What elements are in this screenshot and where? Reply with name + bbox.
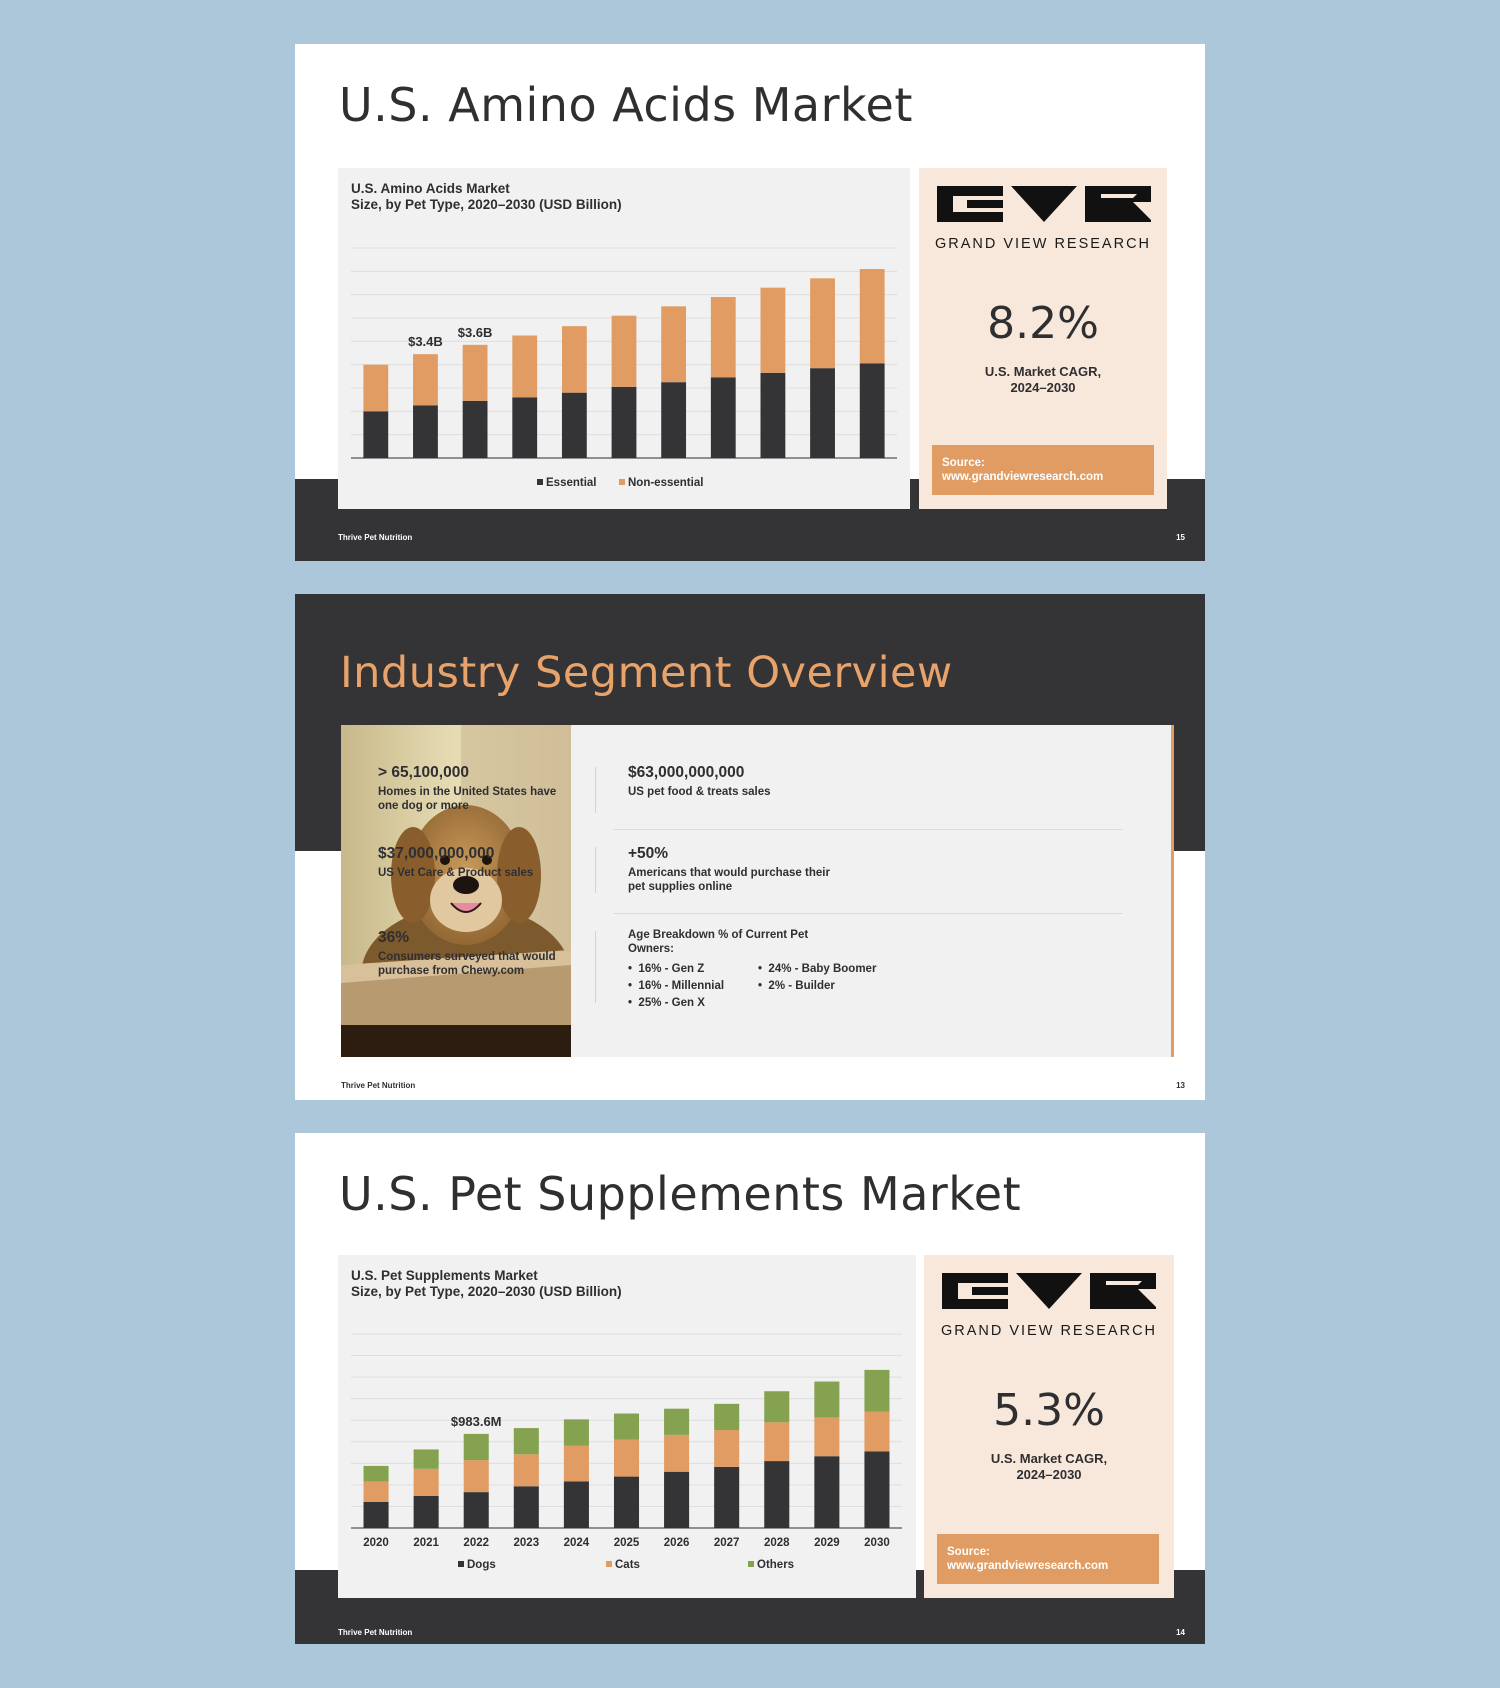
- chart-title-line2: Size, by Pet Type, 2020–2030 (USD Billion): [351, 1284, 622, 1299]
- chart-title: [351, 1268, 622, 1300]
- stat-description-line1: Americans that would purchase their: [628, 867, 830, 879]
- x-tick-label: 2025: [613, 1537, 640, 1549]
- bar-dogs-2023: [514, 1486, 539, 1528]
- chart-panel: [338, 168, 910, 509]
- list-item-text: 25% - Gen X: [638, 997, 705, 1009]
- bar-cats-2023: [514, 1454, 539, 1486]
- bar-cats-2028: [764, 1422, 789, 1461]
- list-item-text: 16% - Gen Z: [638, 963, 705, 975]
- grand-view-research-logo: [942, 1273, 1156, 1311]
- bar-essential-2030: [860, 364, 885, 459]
- bar-others-2026: [664, 1409, 689, 1435]
- stat-value: 36%: [378, 929, 410, 946]
- cagr-value: 5.3%: [993, 1385, 1105, 1436]
- legend-label: Others: [757, 1559, 795, 1571]
- gvr-panel: [919, 168, 1167, 509]
- stat-value: +50%: [628, 845, 669, 862]
- bar-non-essential-2029: [810, 278, 835, 368]
- slide-pet-supplements-market: [295, 1133, 1205, 1644]
- bar-essential-2026: [661, 382, 686, 458]
- stat-online-purchase: [628, 845, 830, 894]
- stat-description: [378, 785, 556, 813]
- legend-label: Non-essential: [628, 477, 704, 489]
- bar-others-2020: [364, 1466, 389, 1482]
- bar-essential-2022: [463, 401, 488, 458]
- bar-essential-2029: [810, 368, 835, 458]
- bar-others-2027: [714, 1404, 739, 1430]
- slide-title: U.S. Amino Acids Market: [339, 78, 913, 132]
- chart-title-line1: U.S. Pet Supplements Market: [351, 1268, 538, 1283]
- list-item-text: 16% - Millennial: [638, 980, 725, 992]
- bar-dogs-2025: [614, 1477, 639, 1528]
- age-breakdown-title-line1: Age Breakdown % of Current Pet: [628, 929, 809, 941]
- bar-others-2030: [864, 1370, 889, 1412]
- bar-dogs-2026: [664, 1472, 689, 1528]
- bar-cats-2025: [614, 1440, 639, 1477]
- stat-description: US pet food & treats sales: [628, 786, 771, 798]
- page-number: 13: [1176, 1081, 1185, 1090]
- stat-description-line2: pet supplies online: [628, 881, 733, 893]
- bar-essential-2023: [512, 397, 537, 458]
- stat-value: $63,000,000,000: [628, 764, 745, 781]
- stat-description-line1: Homes in the United States have: [378, 786, 557, 798]
- stat-description-line2: purchase from Chewy.com: [378, 965, 525, 977]
- bar-cats-2029: [814, 1417, 839, 1456]
- cagr-label: [924, 1451, 1174, 1483]
- bar-cats-2022: [464, 1460, 489, 1492]
- x-tick-label: 2029: [814, 1537, 840, 1549]
- bar-cats-2026: [664, 1435, 689, 1472]
- amino-acids-chart: [338, 168, 910, 509]
- bar-essential-2028: [761, 373, 786, 458]
- stat-description: [378, 950, 556, 978]
- stat-value: > 65,100,000: [378, 764, 469, 781]
- bar-essential-2020: [363, 411, 388, 458]
- list-item-text: 24% - Baby Boomer: [768, 963, 877, 975]
- source-box: [937, 1534, 1159, 1584]
- legend-label: Cats: [615, 1559, 640, 1571]
- bar-dogs-2029: [814, 1456, 839, 1528]
- bar-non-essential-2023: [512, 336, 537, 398]
- footer-brand: Thrive Pet Nutrition: [341, 1081, 416, 1090]
- bar-cats-2020: [364, 1481, 389, 1501]
- bar-total-label: $3.6B: [457, 324, 493, 340]
- pet-supplements-chart: [338, 1255, 916, 1598]
- bar-dogs-2021: [414, 1496, 439, 1528]
- x-tick-label: 2028: [763, 1537, 790, 1549]
- divider: [595, 931, 596, 1003]
- cagr-label: [919, 364, 1167, 396]
- legend-swatch: [458, 1561, 464, 1567]
- chart-title: [351, 181, 622, 213]
- legend-label: Essential: [546, 477, 597, 489]
- bar-dogs-2022: [464, 1492, 489, 1528]
- slide-title: U.S. Pet Supplements Market: [339, 1167, 1022, 1221]
- bar-non-essential-2024: [562, 326, 587, 393]
- age-breakdown-title: [628, 928, 808, 956]
- stats-panel: [341, 725, 1174, 1057]
- bar-dogs-2024: [564, 1481, 589, 1528]
- bar-others-2023: [514, 1428, 539, 1454]
- x-tick-label: 2020: [363, 1537, 389, 1549]
- x-tick-label: 2030: [864, 1537, 890, 1549]
- age-breakdown-title-line2: Owners:: [628, 943, 675, 955]
- divider: [613, 829, 1123, 830]
- x-tick-label: 2024: [563, 1537, 590, 1549]
- stat-description-line2: one dog or more: [378, 800, 469, 812]
- chart-title-line1: U.S. Amino Acids Market: [351, 181, 510, 196]
- x-tick-label: 2026: [663, 1537, 690, 1549]
- bar-dogs-2030: [864, 1451, 889, 1528]
- source-label: Source:: [947, 1546, 990, 1558]
- bar-cats-2030: [864, 1412, 889, 1452]
- x-tick-label: 2021: [413, 1537, 439, 1549]
- footer-brand: Thrive Pet Nutrition: [338, 533, 413, 542]
- legend-swatch: [748, 1561, 754, 1567]
- bar-non-essential-2020: [363, 365, 388, 412]
- cagr-label-line2: 2024–2030: [1010, 380, 1076, 395]
- source-box: [932, 445, 1154, 495]
- bar-dogs-2020: [364, 1502, 389, 1528]
- age-list-col2: [758, 961, 876, 995]
- bar-others-2025: [614, 1414, 639, 1440]
- cagr-label-line1: U.S. Market CAGR,: [984, 364, 1102, 379]
- legend-swatch: [537, 479, 543, 485]
- source-label: Source:: [942, 457, 985, 469]
- bar-non-essential-2030: [860, 269, 885, 364]
- chart-title-line2: Size, by Pet Type, 2020–2030 (USD Billion): [351, 197, 622, 212]
- bar-essential-2025: [612, 387, 637, 458]
- page-number: 14: [1176, 1628, 1185, 1637]
- divider: [595, 847, 596, 893]
- stat-description-line1: Consumers surveyed that would: [378, 951, 556, 963]
- stat-description: US Vet Care & Product sales: [378, 867, 534, 879]
- bar-others-2024: [564, 1419, 589, 1445]
- gvr-name: GRAND VIEW RESEARCH: [940, 1323, 1158, 1339]
- bar-non-essential-2027: [711, 297, 736, 378]
- stat-dog-homes: [378, 764, 556, 813]
- legend-label: Dogs: [467, 1559, 496, 1571]
- grand-view-research-logo: [937, 186, 1151, 224]
- bar-others-2029: [814, 1382, 839, 1418]
- bar-cats-2027: [714, 1430, 739, 1467]
- stat-chewy-purchase: [378, 929, 556, 978]
- x-tick-label: 2022: [463, 1537, 490, 1549]
- cagr-label-line1: U.S. Market CAGR,: [990, 1451, 1108, 1466]
- footer-brand: Thrive Pet Nutrition: [338, 1628, 413, 1637]
- page-number: 15: [1176, 533, 1185, 542]
- bar-essential-2027: [711, 378, 736, 459]
- source-url[interactable]: www.grandviewresearch.com: [942, 471, 1104, 483]
- divider: [613, 913, 1123, 914]
- source-url[interactable]: www.grandviewresearch.com: [947, 1560, 1109, 1572]
- stat-food-treats-sales: [628, 764, 771, 799]
- bar-essential-2024: [562, 393, 587, 458]
- slide-title: Industry Segment Overview: [340, 648, 953, 698]
- list-item: • 24% - Baby Boomer: [758, 963, 877, 975]
- list-item: • 2% - Builder: [758, 980, 835, 992]
- bar-cats-2021: [414, 1469, 439, 1496]
- legend-swatch: [606, 1561, 612, 1567]
- legend-swatch: [619, 479, 625, 485]
- bar-dogs-2027: [714, 1467, 739, 1528]
- x-tick-label: 2027: [713, 1537, 740, 1549]
- slide-amino-acids-market: [295, 44, 1205, 561]
- age-breakdown: [628, 928, 877, 1009]
- divider: [595, 767, 596, 813]
- gvr-name: GRAND VIEW RESEARCH: [934, 236, 1152, 252]
- bar-non-essential-2026: [661, 306, 686, 382]
- bar-total-label: $983.6M: [450, 1413, 502, 1429]
- stat-description: [628, 866, 830, 894]
- bar-cats-2024: [564, 1446, 589, 1482]
- bar-others-2021: [414, 1449, 439, 1468]
- bar-non-essential-2022: [463, 345, 488, 401]
- bar-others-2028: [764, 1391, 789, 1422]
- bar-total-label: $3.4B: [408, 334, 443, 350]
- slide-industry-segment-overview: [295, 594, 1205, 1100]
- bar-essential-2021: [413, 406, 438, 459]
- list-item-text: 2% - Builder: [768, 980, 835, 992]
- list-item: • 16% - Millennial: [628, 980, 725, 992]
- stat-value: $37,000,000,000: [378, 845, 495, 862]
- chart-panel: [338, 1255, 916, 1598]
- cagr-value: 8.2%: [987, 298, 1099, 349]
- bar-non-essential-2021: [413, 354, 438, 405]
- bar-dogs-2028: [764, 1461, 789, 1528]
- bar-others-2022: [464, 1434, 489, 1460]
- gvr-panel: [924, 1255, 1174, 1598]
- age-list-col1: [628, 961, 724, 1012]
- bar-non-essential-2025: [612, 316, 637, 387]
- x-tick-label: 2023: [513, 1537, 540, 1549]
- list-item: • 25% - Gen X: [628, 997, 705, 1009]
- list-item: • 16% - Gen Z: [628, 963, 705, 975]
- stat-vet-care-sales: [378, 845, 533, 880]
- bar-non-essential-2028: [761, 288, 786, 373]
- cagr-label-line2: 2024–2030: [1016, 1467, 1082, 1482]
